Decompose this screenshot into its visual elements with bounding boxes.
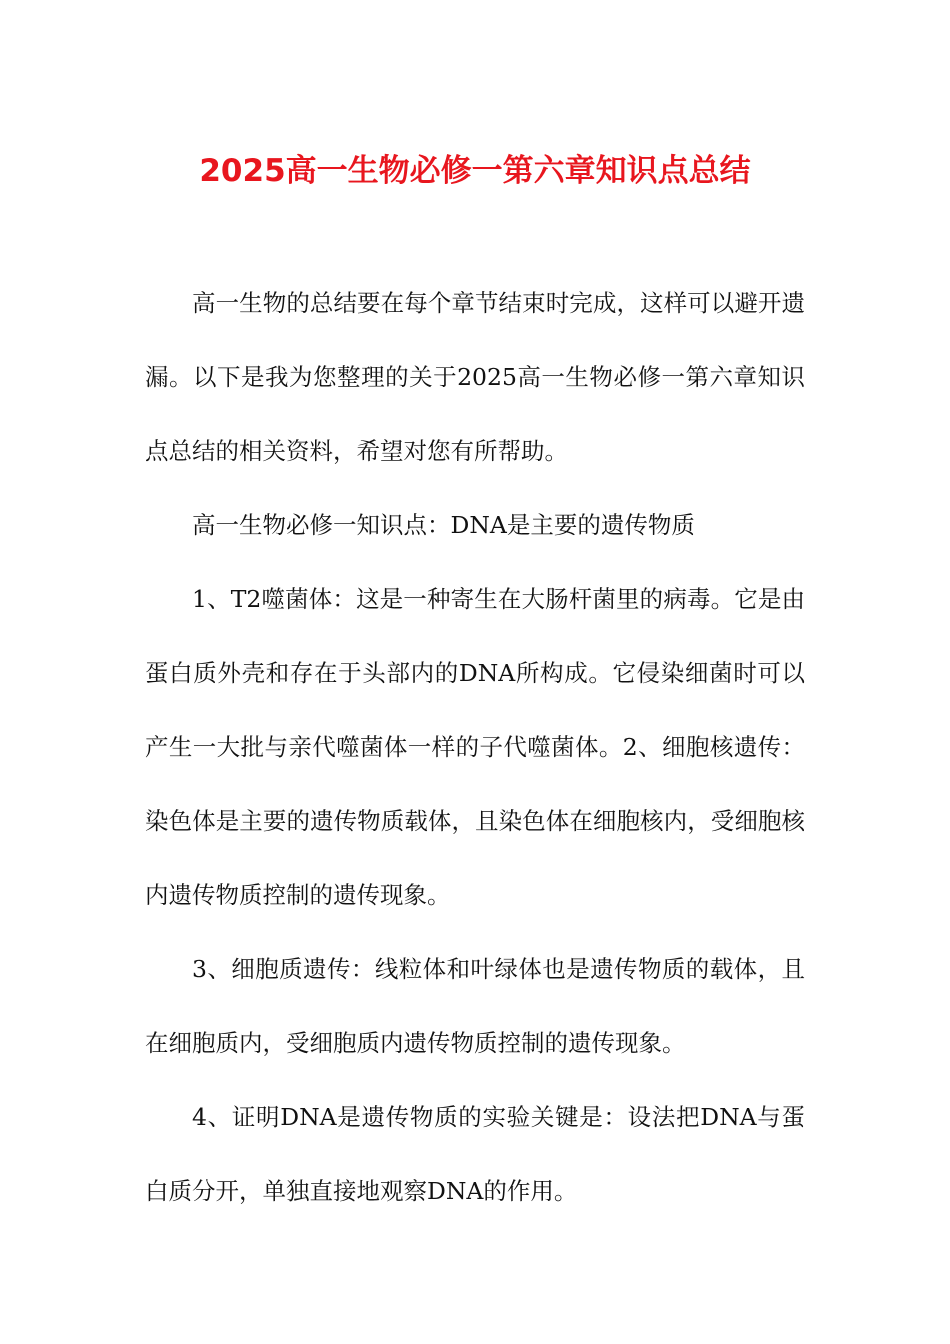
document-body	[145, 266, 805, 1228]
page-title: 2025高一生物必修一第六章知识点总结	[199, 153, 751, 189]
section-heading: 高一生物必修一知识点：DNA是主要的遗传物质	[192, 511, 695, 539]
point-1-paragraph: 1、T2噬菌体：这是一种寄生在大肠杆菌里的病毒。它是由蛋白质外壳和存在于头部内的DNA所构成。它侵染细菌时可以产生一大批与亲代噬菌体一样的子代噬菌体。2、细胞核遗传：染色体是主要的遗传物质载体，且染色体在细胞核内，受细胞核内遗传物质控制的遗传现象。	[145, 585, 805, 909]
intro-paragraph: 高一生物的总结要在每个章节结束时完成，这样可以避开遗漏。以下是我为您整理的关于2025高一生物必修一第六章知识点总结的相关资料，希望对您有所帮助。	[145, 289, 805, 465]
point-4-paragraph: 4、证明DNA是遗传物质的实验关键是：设法把DNA与蛋白质分开，单独直接地观察DNA的作用。	[145, 1103, 805, 1205]
point-3-paragraph: 3、细胞质遗传：线粒体和叶绿体也是遗传物质的载体，且在细胞质内，受细胞质内遗传物质控制的遗传现象。	[145, 955, 805, 1057]
